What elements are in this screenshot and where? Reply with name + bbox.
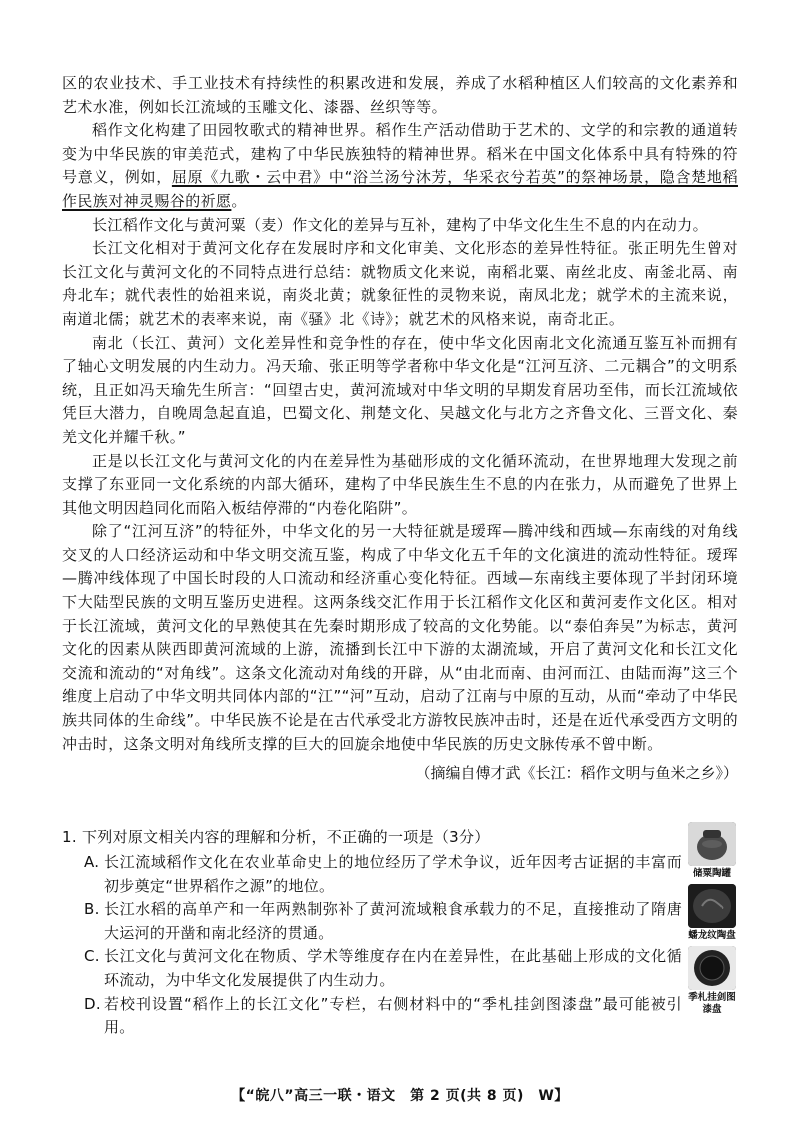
- option-letter: A.: [84, 853, 100, 871]
- paragraph-text: 稻作文化构建了田园牧歌式的精神世界。稻作生产活动借助于艺术的、文学的和宗教的通道转变为中华民族的审美范式，建构了中华民族独特的精神世界。稻米在中国文化体系中具有特殊的符号意义，例如，: [62, 121, 738, 187]
- passage-paragraph: [62, 450, 738, 521]
- option-b: [84, 898, 682, 945]
- page-footer: 【“皖八”高三一联・语文 第 2 页(共 8 页) W】: [231, 1088, 569, 1104]
- reading-passage: [62, 72, 738, 788]
- paragraph-text: 长江稻作文化与黄河粟（麦）作文化的差异与互补，建构了中华文化生生不息的内在动力。: [92, 215, 709, 234]
- passage-paragraph: [62, 332, 738, 450]
- option-a: [84, 851, 682, 898]
- question-1: [62, 826, 682, 1040]
- question-stem: 1. 下列对原文相关内容的理解和分析，不正确的一项是（3分）: [62, 828, 490, 846]
- paragraph-text: 区的农业技术、手工业技术有持续性的积累改进和发展，养成了水稻种植区人们较高的文化素养和艺术水准，例如长江流域的玉雕文化、漆器、丝织等等。: [62, 74, 738, 116]
- option-text: 若校刊设置“稻作上的长江文化”专栏，右侧材料中的“季札挂剑图漆盘”最可能被引用。: [104, 994, 682, 1037]
- paragraph-text: 南北（长江、黄河）文化差异性和竞争性的存在，使中华文化因南北文化流通互鉴互补而拥有了轴心文明发展的内生动力。冯天瑜、张正明等学者称中华文化是“江河互济、二元耦合”的文明系统，且正如冯天瑜先生所言：“回望古史，黄河流域对中华文明的早期发育居功至伟，而长江流域依凭巨大潜力，自晚周急起直追，巴蜀文化、荆楚文化、吴越文化与北方之齐鲁文化、三晋文化、秦羌文化并耀千秋。”: [62, 333, 738, 446]
- figure-lacquer-plate: [684, 946, 740, 1016]
- option-letter: C.: [84, 947, 100, 966]
- option-text: 长江水稻的高单产和一年两熟制弥补了黄河流域粮食承载力的不足，直接推动了隋唐大运河的开凿和南北经济的贯通。: [104, 900, 682, 942]
- passage-paragraph: [62, 237, 738, 331]
- passage-paragraph: [62, 214, 738, 238]
- option-letter: D.: [84, 994, 101, 1013]
- figure-column: [684, 822, 740, 1020]
- paragraph-text: 正是以长江文化与黄河文化的内在差异性为基础形成的文化循环流动，在世界地理大发现之前支撑了东亚同一文化系统的内部大循环，建构了中华民族生生不息的内在张力，从而避免了世界上其他文明因趋同化而陷入板结停滞的“内卷化陷阱”。: [62, 451, 738, 517]
- dragon-plate-icon: [688, 884, 736, 928]
- figure-caption: 季札挂剑图漆盘: [688, 992, 736, 1015]
- figure-pottery-jar: [684, 822, 740, 880]
- pottery-jar-icon: [688, 822, 736, 866]
- underlined-sentence: 屈原《九歌・云中君》中“浴兰汤兮沐芳，华采衣兮若英”的祭神场景，隐含楚地稻作民族对神灵赐谷的祈愿: [62, 168, 738, 210]
- option-text: 长江文化与黄河文化在物质、学术等维度存在内在差异性，在此基础上形成的文化循环流动，为中华文化发展提供了内生动力。: [104, 947, 682, 989]
- paragraph-text: 长江文化相对于黄河文化存在发展时序和文化审美、文化形态的差异性特征。张正明先生曾对长江文化与黄河文化的不同特点进行总结：就物质文化来说，南稻北粟、南丝北皮、南釜北鬲、南舟北车；就代表性的始祖来说，南炎北黄；就象征性的灵物来说，南凤北龙；就学术的主流来说，南道北儒；就艺术的表率来说，南《骚》北《诗》；就艺术的风格来说，南奇北正。: [62, 239, 738, 328]
- options-list: [62, 851, 682, 1040]
- option-text: 长江流域稻作文化在农业革命史上的地位经历了学术争议，近年因考古证据的丰富而初步奠定“世界稻作之源”的地位。: [104, 853, 682, 895]
- lacquer-plate-icon: [688, 946, 736, 990]
- paragraph-text: 除了“江河互济”的特征外，中华文化的另一大特征就是瑷珲—腾冲线和西域—东南线的对角线交叉的人口经济运动和中华文明交流互鉴，构成了中华文化五千年的文化演进的流动性特征。瑷珲—腾冲线体现了中国长时段的人口流动和经济重心变化特征。西域—东南线主要体现了半封闭环境下大陆型民族的文明互鉴历史进程。这两条线交汇作用于长江稻作文化区和黄河麦作文化区。相对于长江流域，黄河文化的早熟使其在先秦时期形成了较高的文化势能。以“泰伯奔吴”为标志，黄河文化的因素从陕西即黄河流域的上游，流播到长江中下游的太湖流域，开启了黄河文化和长江文化交流和流动的“对角线”。这条文化流动对角线的开辟，从“由北而南、由河而江、由陆而海”这三个维度上启动了中华文明共同体内部的“江”“河”互动，启动了江南与中原的互动，从而“牵动了中华民族共同体的生命线”。中华民族不论是在古代承受北方游牧民族冲击时，还是在近代承受西方文明的冲击时，这条文明对角线所支撑的巨大的回旋余地使中华民族的历史文脉传承不曾中断。: [62, 522, 738, 753]
- source-citation: （摘编自傅才武《长江：稻作文明与鱼米之乡》）: [415, 764, 738, 783]
- figure-caption: 蟠龙纹陶盘: [688, 930, 736, 941]
- option-letter: B.: [84, 900, 100, 919]
- paragraph-text: 。: [231, 191, 247, 210]
- option-c: [84, 945, 682, 992]
- figure-dragon-plate: [684, 884, 740, 942]
- option-d: [84, 993, 682, 1040]
- passage-paragraph: [62, 119, 738, 213]
- passage-paragraph: [62, 520, 738, 756]
- figure-caption: 储粟陶罐: [692, 868, 731, 879]
- passage-paragraph: [62, 72, 738, 119]
